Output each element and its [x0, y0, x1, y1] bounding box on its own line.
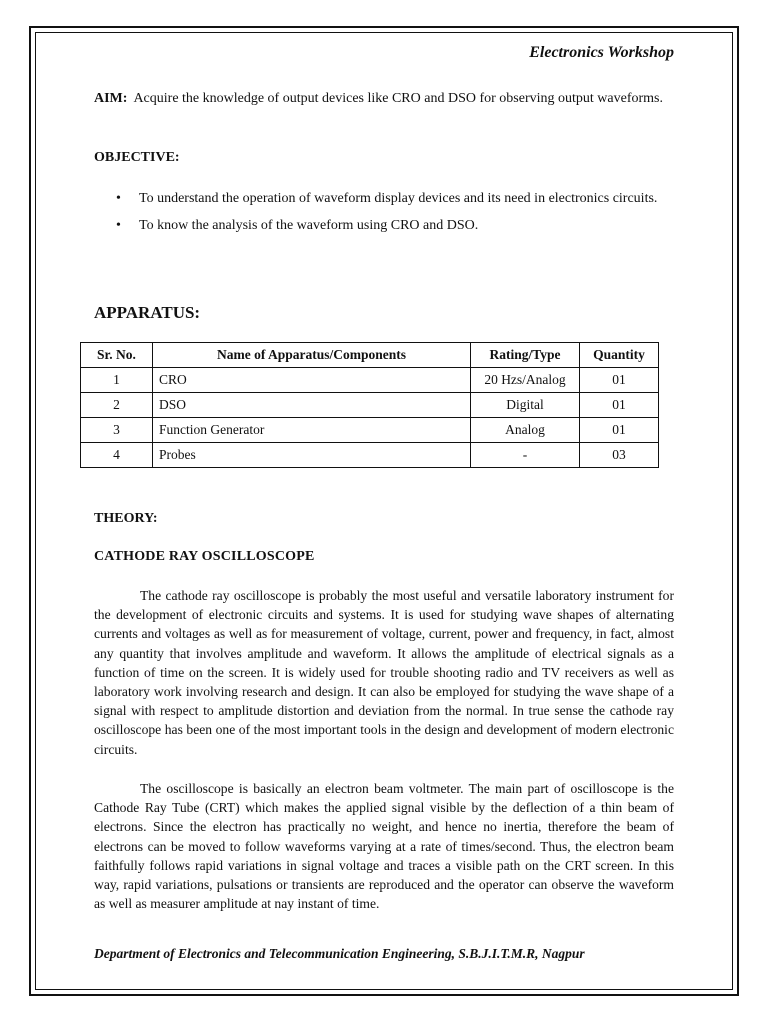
aim-section — [94, 86, 674, 111]
cell-quantity: 01 — [580, 418, 659, 443]
bullet-icon: • — [116, 218, 121, 233]
table-header-row — [81, 343, 659, 368]
column-header-name: Name of Apparatus/Components — [153, 343, 471, 368]
cell-rating: 20 Hzs/Analog — [471, 368, 580, 393]
cell-rating: Digital — [471, 393, 580, 418]
cell-rating: - — [471, 443, 580, 468]
table-row — [81, 368, 659, 393]
cell-rating: Analog — [471, 418, 580, 443]
table-row — [81, 393, 659, 418]
apparatus-table — [80, 342, 659, 468]
theory-subheading: CATHODE RAY OSCILLOSCOPE — [94, 549, 315, 564]
cell-name: DSO — [153, 393, 471, 418]
bullet-icon: • — [116, 191, 121, 206]
column-header-quantity: Quantity — [580, 343, 659, 368]
apparatus-heading: APPARATUS: — [94, 303, 201, 322]
objective-item: • To know the analysis of the waveform using CRO and DSO. — [94, 213, 674, 238]
table-row — [81, 443, 659, 468]
cell-sr-no: 1 — [81, 368, 153, 393]
cell-quantity: 03 — [580, 443, 659, 468]
objective-heading: OBJECTIVE: — [94, 150, 180, 165]
column-header-sr-no: Sr. No. — [81, 343, 153, 368]
page-footer: Department of Electronics and Telecommunication Engineering, S.B.J.I.T.M.R, Nagpur — [94, 946, 585, 961]
cell-sr-no: 3 — [81, 418, 153, 443]
objective-list — [94, 186, 674, 240]
cell-name: Function Generator — [153, 418, 471, 443]
cell-name: Probes — [153, 443, 471, 468]
cell-quantity: 01 — [580, 368, 659, 393]
page-header-title: Electronics Workshop — [529, 44, 674, 61]
objective-item: • To understand the operation of waveform display devices and its need in electronics circuits. — [94, 186, 674, 211]
cell-quantity: 01 — [580, 393, 659, 418]
aim-label: AIM: — [94, 91, 128, 106]
cell-name: CRO — [153, 368, 471, 393]
aim-text: Acquire the knowledge of output devices like CRO and DSO for observing output waveforms. — [133, 91, 663, 106]
cell-sr-no: 2 — [81, 393, 153, 418]
column-header-rating: Rating/Type — [471, 343, 580, 368]
cell-sr-no: 4 — [81, 443, 153, 468]
theory-paragraph: The cathode ray oscilloscope is probably the most useful and versatile laboratory instrument for the development of electronic circuits and systems. It is used for studying wave shapes of alternating currents and voltages as well as for measurement of voltage, current, power and frequency, in fact, almost any quantity that involves amplitude and waveform. It allows the amplitude of electrical signals as a function of time on the screen. It is widely used for trouble shooting radio and TV receivers as well as laboratory work involving research and design. It can also be employed for studying the wave shape of a signal with respect to amplitude distortion and deviation from the normal. In true sense the cathode ray oscilloscope has been one of the most important tools in the design and development of modern electronic circuits. — [94, 588, 674, 757]
theory-paragraph: The oscilloscope is basically an electron beam voltmeter. The main part of oscilloscope is the Cathode Ray Tube (CRT) which makes the applied signal visible by the deflection of a thin beam of electrons. Since the electron has practically no weight, and hence no inertia, therefore the beam of electrons can be moved to follow waveforms varying at a rate of times/second. Thus, the electron beam faithfully follows rapid variations in signal voltage and traces a visible path on the CRT screen. In this way, rapid variations, pulsations or transients are reproduced and the operator can observe the waveform as well as measurer amplitude at nay instant of time. — [94, 781, 674, 912]
table-row — [81, 418, 659, 443]
theory-heading: THEORY: — [94, 511, 158, 526]
